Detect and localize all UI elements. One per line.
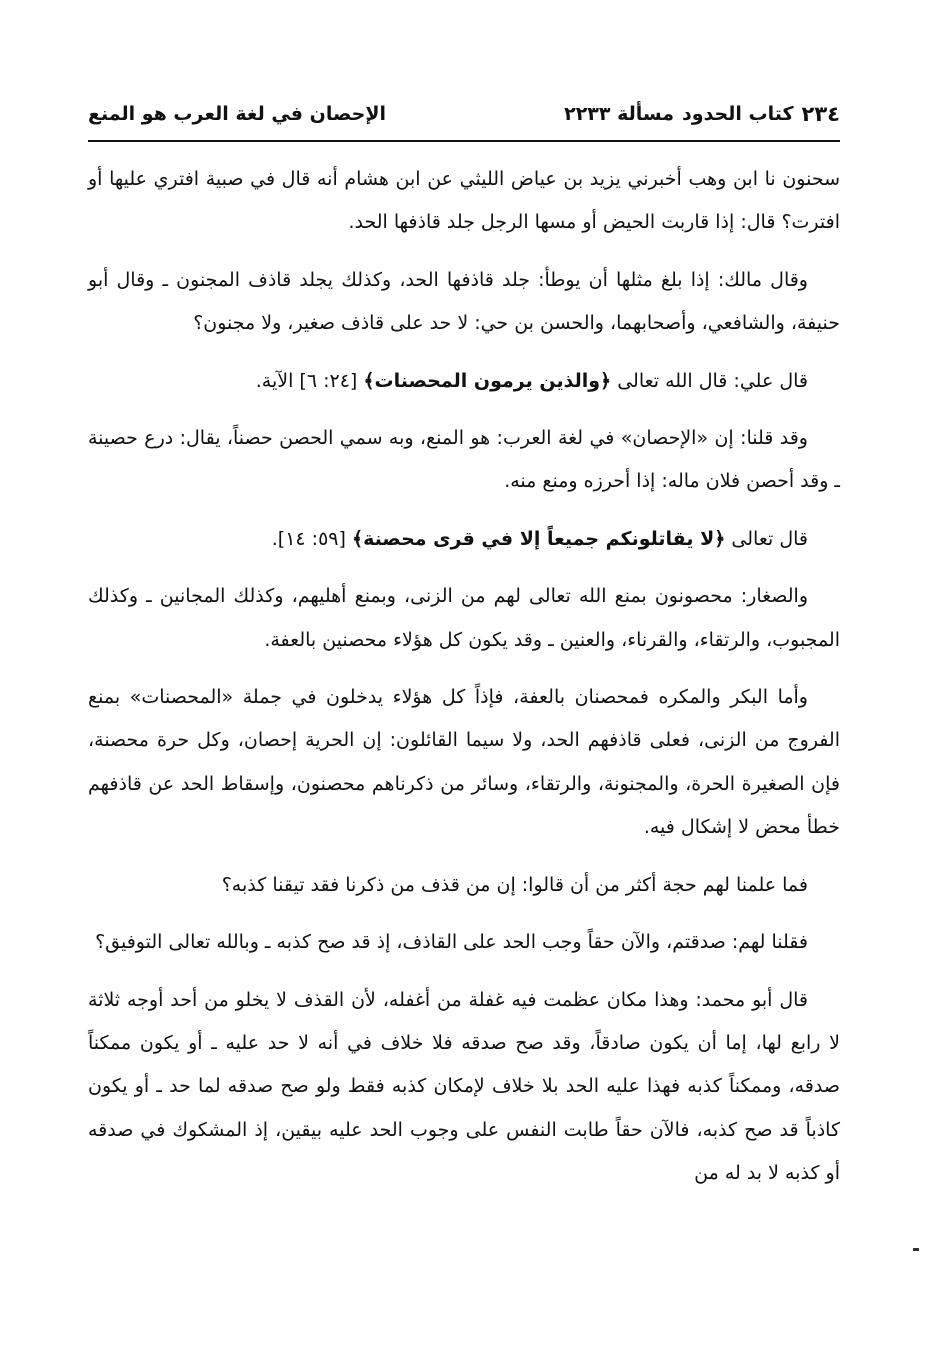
paragraph-text: وقال مالك: إذا بلغ مثلها أن يوطأ: جلد قاذفها الحد، وكذلك يجلد قاذف المجنون ـ وقال أبو حنيفة، والشافعي، وأصحابهما، والحسن بن حي: لا حد على قاذف صغير، ولا مجنون؟ [88,268,840,335]
paragraph [88,417,840,504]
running-header [88,96,840,132]
quran-verse: ﴿لا يقاتلونكم جميعاً إلا في قرى محصنة﴾ [351,527,726,550]
paragraph-text: [٥٩: ١٤]. [271,527,352,550]
masala-number: مسألة ٢٢٣٣ [564,103,675,125]
paragraph-text: سحنون نا ابن وهب أخبرني يزيد بن عياض الليثي عن ابن هشام أنه قال في صبية افتري عليها أو افترت؟ قال: إذا قاربت الحيض أو مسها الرجل جلد قاذفها الحد. [88,168,840,234]
quran-verse: ﴿والذين يرمون المحصنات﴾ [363,369,612,392]
paragraph-text: قال أبو محمد: وهذا مكان عظمت فيه غفلة من أغفله، لأن القذف لا يخلو من أحد أوجه ثلاثة لا رابع لها، إما أن يكون صادقاً، وقد صح صدقه فلا خلاف في أنه لا حد عليه ـ أو يكون ممكناً صدقه، وممكناً كذبه فهذا عليه الحد بلا خلاف لإمكان كذبه فقط ولو صح صدقه لما حد ـ أو يكون كاذباً قد صح كذبه، فالآن حقاً طابت النفس على وجوب الحد عليه بيقين، إذ المشكوك في صدقه أو كذبه لا بد له من [88,988,840,1185]
paragraph [88,676,840,850]
header-divider [88,140,840,142]
scan-mark [913,1248,919,1251]
paragraph [88,158,840,245]
paragraph [88,864,840,907]
paragraph-text: قال علي: قال الله تعالى [611,369,808,392]
paragraph-text: قال تعالى [725,527,808,550]
paragraph-text: والصغار: محصونون بمنع الله تعالى لهم من الزنى، وبمنع أهليهم، وكذلك المجانين ـ وكذلك المجبوب، والرتقاء، والقرناء، والعنين ـ وقد يكون كل هؤلاء محصنين بالعفة. [88,585,840,651]
paragraph [88,921,840,964]
header-right-group [444,102,840,126]
paragraph [88,575,840,662]
paragraph [88,518,840,561]
paragraph [88,360,840,403]
paragraph-text: وأما البكر والمكره فمحصنان بالعفة، فإذاً كل هؤلاء يدخلون في جملة «المحصنات» بمنع الفروج من الزنى، فعلى قاذفهم الحد، ولا سيما القائلون: إن الحرية إحصان، وكل حرة محصنة، فإن الصغيرة الحرة، والمجنونة، والرتقاء، وسائر من ذكرناهم محصنون، وإسقاط الحد عن قاذفهم خطأ محض لا إشكال فيه. [88,686,840,839]
topic-title: الإحصان في لغة العرب هو المنع [88,103,387,125]
paragraph-text: وقد قلنا: إن «الإحصان» في لغة العرب: هو المنع، وبه سمي الحصن حصناً، يقال: درع حصينة ـ وقد أحصن فلان ماله: إذا أحرزه ومنع منه. [88,427,840,493]
paragraph-text: [٢٤: ٦] الآية. [255,369,364,392]
book-title: كتاب الحدود [682,103,794,125]
paragraph-text: فما علمنا لهم حجة أكثر من أن قالوا: إن من قذف من ذكرنا فقد تيقنا كذبه؟ [221,873,808,896]
body-text [88,158,840,1210]
paragraph [88,979,840,1196]
paragraph-text: فقلنا لهم: صدقتم، والآن حقاً وجب الحد على القاذف، إذ قد صح كذبه ـ وبالله تعالى التوفيق؟ [95,931,808,954]
paragraph [88,259,840,346]
page-number: ٢٣٤ [801,102,840,126]
